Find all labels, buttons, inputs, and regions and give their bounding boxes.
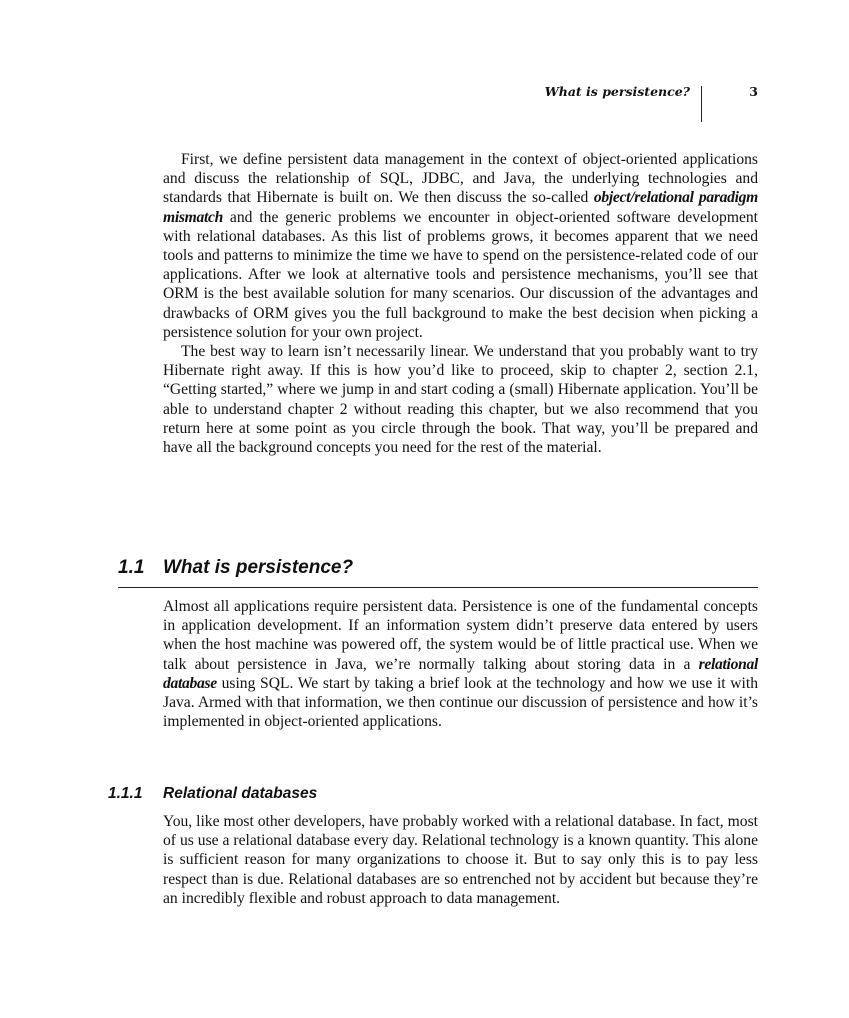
- section-heading-1-1-1: [108, 785, 748, 807]
- subsection-title: Relational databases: [163, 785, 318, 802]
- section-1-1-1-paragraph: You, like most other developers, have probably worked with a relational database. In fact, most of us use a relational database every day. Relational technology is a known quantity. This alone is sufficient reason for many organizations to choose it. But to say only this is to pay less respect than is due. Relational databases are so entrenched not by accident but because they’re an incredibly flexible and robust approach to data management.: [163, 813, 758, 907]
- running-head: [520, 84, 758, 122]
- intro-paragraph-1: First, we define persistent data management in the context of object-oriented applications and discuss the relationship of SQL, JDBC, and Java, the underlying technologies and standards that Hibernate is built on. We then discuss the so-called object/relational paradigm mismatch and the generic problems we encounter in object-oriented software development with relational databases. As this list of problems grows, it becomes apparent that we need tools and patterns to minimize the time we have to spend on the persistence-related code of our applications. After we look at alternative tools and persistence mechanisms, you’ll see that ORM is the best available solution for many scenarios. Our discussion of the advantages and drawbacks of ORM gives you the full background to make the best decision when picking a persistence solution for your own project.: [163, 151, 758, 341]
- section-1-1-paragraph: Almost all applications require persistent data. Persistence is one of the fundamental concepts in application development. If an information system didn’t preserve data entered by users when the host machine was powered off, the system would be of little practical use. When we talk about persistence in Java, we’re normally talking about storing data in a relational database using SQL. We start by taking a brief look at the technology and how we use it with Java. Armed with that information, we then continue our discussion of persistence and how it’s implemented in object-oriented applications.: [163, 598, 758, 731]
- emphasis-term: relational database: [163, 655, 758, 692]
- page-number: 3: [749, 84, 758, 99]
- section-number: 1.1: [118, 557, 145, 578]
- intro-text: [163, 150, 758, 457]
- section-heading-1-1: [118, 557, 758, 588]
- section-title: What is persistence?: [163, 557, 354, 578]
- section-1-1-text: [163, 597, 758, 731]
- running-head-title: What is persistence?: [544, 84, 690, 99]
- emphasis-term: object/relational paradigm mismatch: [163, 189, 758, 226]
- intro-paragraph-2: The best way to learn isn’t necessarily linear. We understand that you probably want to try Hibernate right away. If this is how you’d like to proceed, skip to chapter 2, section 2.1, “Getting started,” where we jump in and start coding a (small) Hibernate application. You’ll be able to understand chapter 2 without reading this chapter, but we also recommend that you return here at some point as you circle through the book. That way, you’ll be prepared and have all the background concepts you need for the rest of the material.: [163, 343, 758, 457]
- running-head-divider: [701, 86, 702, 122]
- section-1-1-1-text: [163, 812, 758, 908]
- subsection-number: 1.1.1: [108, 785, 143, 802]
